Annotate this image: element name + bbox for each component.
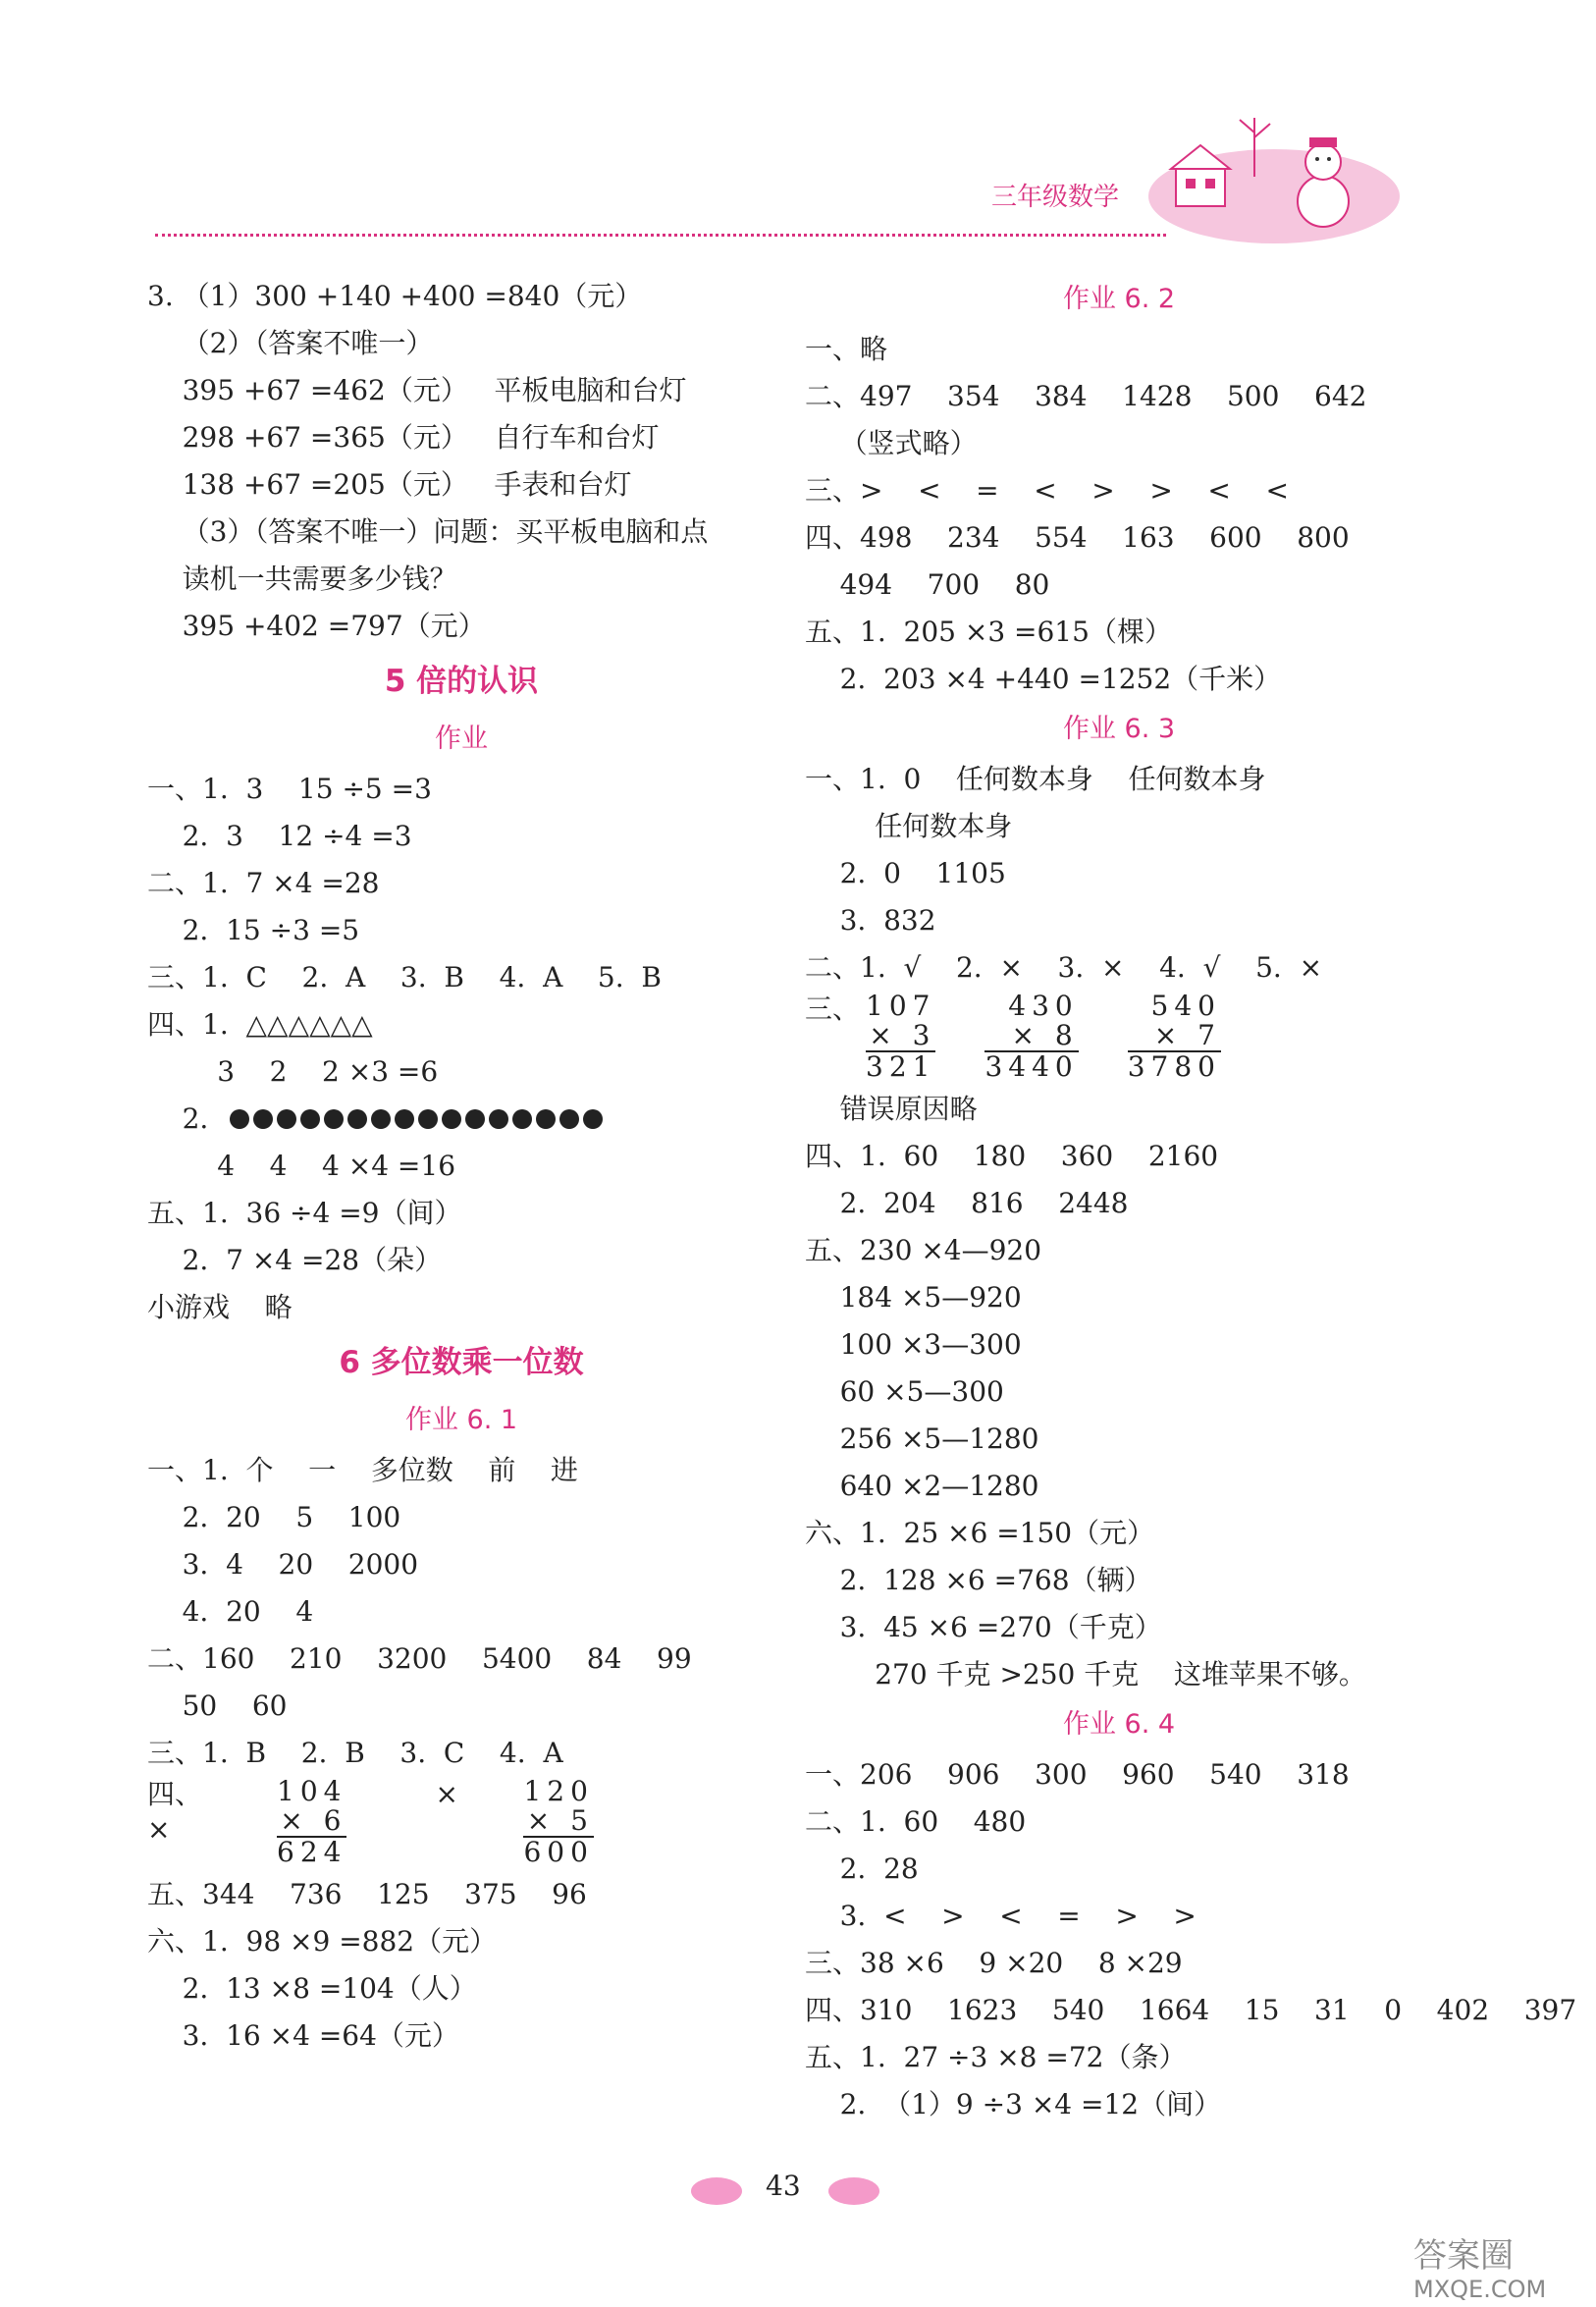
answer-line: 二、1. 7 ×4 =28 — [147, 867, 380, 899]
page-number: 43 — [766, 2170, 801, 2202]
answer-line: 四、1. △△△△△△ — [147, 1008, 373, 1041]
dot-row — [147, 1096, 775, 1143]
leaf-left-icon — [687, 2170, 746, 2209]
answer-line: 小游戏 略 — [147, 1291, 293, 1323]
vertical-calc-b — [984, 992, 1078, 1082]
dot — [347, 1109, 367, 1129]
dot — [489, 1109, 508, 1129]
dot — [418, 1109, 438, 1129]
answer-line: （3）（答案不唯一）问题：买平板电脑和点 — [147, 515, 709, 548]
answer-line: 3. 832 — [805, 904, 936, 937]
answer-line: 2. 3 12 ÷4 =3 — [147, 820, 412, 852]
answer-line: 二、1. √ 2. × 3. × 4. √ 5. × — [805, 951, 1323, 984]
answer-line: 错误原因略 — [805, 1093, 978, 1125]
answer-line: 298 +67 =365（元） 自行车和台灯 — [147, 421, 660, 454]
answer-line: 三、38 ×6 9 ×20 8 ×29 — [805, 1947, 1183, 1979]
calc-b-mult: × 8 — [984, 1021, 1078, 1052]
section-6-4-answers — [805, 1751, 1577, 2128]
answer-line: 50 60 — [147, 1690, 288, 1722]
answer-line: 三、> < = < > > < < — [805, 474, 1289, 507]
answer-line: 二、1. 60 480 — [805, 1805, 1027, 1838]
answer-line: 138 +67 =205（元） 手表和台灯 — [147, 468, 632, 501]
answer-line: 640 ×2—1280 — [805, 1470, 1039, 1502]
answer-line: 2. 13 ×8 =104（人） — [147, 1972, 477, 2005]
answer-line: 2. 15 ÷3 =5 — [147, 914, 360, 946]
answer-line: 184 ×5—920 — [805, 1281, 1022, 1314]
q4-mid: × — [435, 1778, 458, 1810]
answer-line: （2）（答案不唯一） — [147, 327, 434, 359]
answer-line: 五、230 ×4—920 — [805, 1234, 1042, 1266]
dot-figure — [230, 1109, 603, 1129]
dot — [371, 1109, 391, 1129]
watermark-logo: 答案圈 — [1413, 2236, 1514, 2276]
dot — [536, 1109, 556, 1129]
answer-line: 3 2 2 ×3 =6 — [147, 1055, 439, 1088]
dot — [512, 1109, 532, 1129]
vertical-multiplication-row — [147, 1777, 775, 1871]
dot — [559, 1109, 579, 1129]
section-6-3-answers-b — [805, 1086, 1433, 1698]
question-3-block — [147, 273, 775, 650]
dot — [465, 1109, 485, 1129]
answer-line: 一、略 — [805, 333, 888, 365]
calc-1-top: 104 — [277, 1775, 347, 1807]
section-5-answers-b — [147, 1143, 775, 1331]
answer-line: （竖式略） — [805, 427, 978, 459]
right-column — [805, 273, 1577, 2128]
answer-line: 270 千克 >250 千克 这堆苹果不够。 — [805, 1658, 1366, 1690]
answer-line: 3. （1）300 +140 +400 =840（元） — [147, 280, 643, 312]
vertical-multiplication-row-right — [805, 992, 1433, 1086]
calc-c-result: 3780 — [1127, 1050, 1221, 1083]
vertical-calc-c — [1128, 992, 1221, 1082]
answer-line: 五、1. 27 ÷3 ×8 =72（条） — [805, 2041, 1187, 2073]
section-6-3-answers-a — [805, 756, 1433, 992]
answer-line: 二、497 354 384 1428 500 642 — [805, 380, 1367, 412]
section-6-2-answers — [805, 326, 1433, 703]
dot — [395, 1109, 414, 1129]
leaf-right-icon — [825, 2170, 883, 2209]
answer-line: 一、1. 3 15 ÷5 =3 — [147, 773, 432, 805]
dot — [324, 1109, 344, 1129]
dot — [583, 1109, 603, 1129]
answer-line: 2. 28 — [805, 1852, 919, 1885]
calc-1-result: 624 — [277, 1836, 347, 1868]
dot — [277, 1109, 296, 1129]
answer-line: 3. 4 20 2000 — [147, 1548, 419, 1581]
q3-prefix: 三、 — [805, 993, 861, 1025]
answer-line: 三、1. C 2. A 3. B 4. A 5. B — [147, 961, 663, 993]
answer-line: 2. 7 ×4 =28（朵） — [147, 1244, 443, 1276]
header-title: 三年级数学 — [991, 183, 1120, 212]
vertical-calc-a — [866, 992, 935, 1082]
answer-line: 100 ×3—300 — [805, 1328, 1022, 1361]
answer-line: 2. 20 5 100 — [147, 1501, 401, 1533]
answer-line: 一、1. 个 一 多位数 前 进 — [147, 1454, 578, 1486]
answer-line: 读机一共需要多少钱？ — [147, 563, 457, 595]
calc-a-mult: × 3 — [866, 1021, 935, 1052]
dot — [253, 1109, 273, 1129]
answer-line: 六、1. 25 ×6 =150（元） — [805, 1517, 1155, 1549]
section-6-3-subtitle: 作业 6. 3 — [1062, 714, 1176, 744]
answer-line: 一、206 906 300 960 540 318 — [805, 1758, 1350, 1791]
answer-line: 四、498 234 554 163 600 800 — [805, 521, 1350, 554]
answer-line: 一、1. 0 任何数本身 任何数本身 — [805, 763, 1266, 795]
dot-row-label: 2. — [147, 1102, 227, 1135]
answer-line: 五、1. 205 ×3 =615（棵） — [805, 616, 1172, 648]
calc-b-top: 430 — [1008, 990, 1079, 1022]
calc-a-result: 321 — [866, 1050, 936, 1083]
answer-line: 4. 20 4 — [147, 1595, 314, 1628]
answer-line: 三、1. B 2. B 3. C 4. A — [147, 1737, 563, 1769]
calc-2-mult: × 5 — [523, 1806, 593, 1838]
section-5-subtitle: 作业 — [435, 724, 488, 754]
answer-line: 4 4 4 ×4 =16 — [147, 1150, 456, 1182]
q4-prefix: 四、× — [147, 1778, 203, 1846]
section-5-answers-a — [147, 766, 775, 1096]
answer-line: 2. 0 1105 — [805, 857, 1006, 889]
section-6-4-subtitle: 作业 6. 4 — [1062, 1709, 1176, 1740]
section-6-1-subtitle: 作业 6. 1 — [404, 1405, 518, 1435]
answer-line: 494 700 80 — [805, 568, 1050, 601]
dot — [230, 1109, 249, 1129]
calc-c-top: 540 — [1150, 990, 1221, 1022]
calc-1-mult: × 6 — [277, 1806, 346, 1838]
answer-line: 2. 204 816 2448 — [805, 1187, 1129, 1219]
calc-b-result: 3440 — [984, 1050, 1079, 1083]
answer-line: 五、344 736 125 375 96 — [147, 1878, 587, 1910]
calc-2-top: 120 — [523, 1775, 594, 1807]
section-6-1-answers-a — [147, 1447, 775, 1777]
answer-line: 2. （1）9 ÷3 ×4 =12（间） — [805, 2088, 1222, 2120]
section-6-title: 6 多位数乘一位数 — [339, 1345, 584, 1380]
calc-a-top: 107 — [866, 990, 936, 1022]
dot — [300, 1109, 320, 1129]
answer-line: 2. 128 ×6 =768（辆） — [805, 1564, 1152, 1596]
answer-line: 五、1. 36 ÷4 =9（间） — [147, 1197, 462, 1229]
calc-c-mult: × 7 — [1128, 1021, 1221, 1052]
watermark-url: MXQE.COM — [1413, 2276, 1547, 2303]
answer-line: 2. 203 ×4 +440 =1252（千米） — [805, 663, 1282, 695]
answer-line: 60 ×5—300 — [805, 1375, 1004, 1408]
vertical-calc-2 — [523, 1777, 593, 1867]
section-6-1-answers-b — [147, 1871, 775, 2060]
header-divider — [155, 234, 1166, 237]
answer-line: 395 +402 =797（元） — [147, 610, 486, 642]
answer-line: 二、160 210 3200 5400 84 99 — [147, 1642, 692, 1675]
dot — [442, 1109, 461, 1129]
answer-line: 四、1. 60 180 360 2160 — [805, 1140, 1219, 1172]
section-5-title: 5 倍的认识 — [384, 664, 539, 699]
answer-line: 256 ×5—1280 — [805, 1422, 1039, 1455]
snowman-illustration — [1146, 108, 1402, 245]
answer-line: 六、1. 98 ×9 =882（元） — [147, 1925, 498, 1958]
answer-line: 任何数本身 — [805, 810, 1013, 842]
answer-line: 3. 45 ×6 =270（千克） — [805, 1611, 1162, 1643]
section-6-2-subtitle: 作业 6. 2 — [1062, 284, 1176, 314]
left-column — [147, 273, 775, 2060]
answer-line: 395 +67 =462（元） 平板电脑和台灯 — [147, 374, 687, 406]
answer-line: 四、310 1623 540 1664 15 31 0 402 397 — [805, 1994, 1577, 2026]
vertical-calc-1 — [277, 1777, 346, 1867]
calc-2-result: 600 — [523, 1836, 594, 1868]
answer-line: 3. 16 ×4 =64（元） — [147, 2019, 459, 2052]
answer-line: 3. < > < = > > — [805, 1900, 1197, 1932]
